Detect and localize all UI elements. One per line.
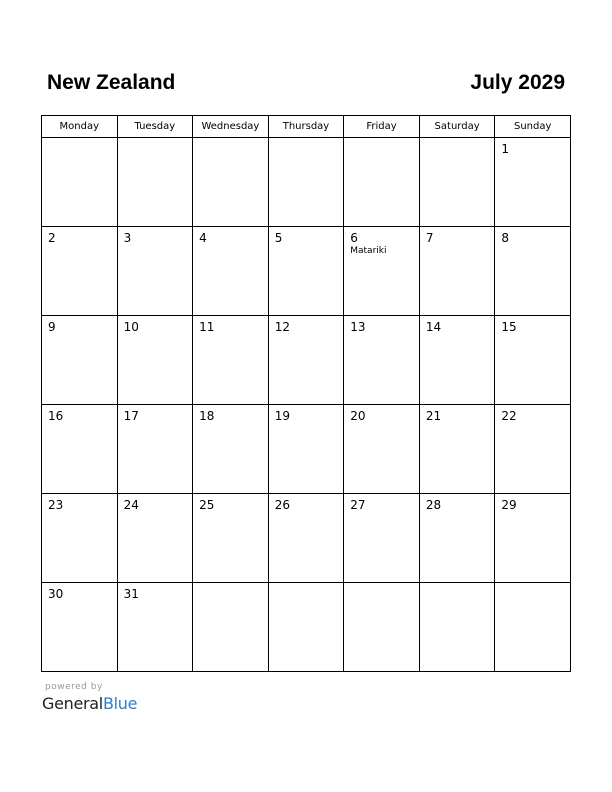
day-number: 15 (501, 320, 517, 334)
day-number: 30 (48, 587, 64, 601)
day-number: 2 (48, 231, 56, 245)
day-cell (117, 494, 193, 583)
day-cell (268, 227, 344, 316)
day-number: 17 (123, 409, 139, 423)
day-number: 11 (199, 320, 215, 334)
empty-day-cell (117, 138, 193, 227)
generalblue-logo (42, 694, 137, 713)
day-number: 24 (123, 498, 139, 512)
day-cell (42, 227, 118, 316)
day-number: 6 (350, 231, 358, 245)
week-row (42, 227, 571, 316)
day-cell (268, 405, 344, 494)
day-number: 16 (48, 409, 64, 423)
weekday-header: Saturday (419, 116, 495, 138)
day-number: 13 (350, 320, 366, 334)
day-number: 3 (123, 231, 132, 245)
week-row (42, 494, 571, 583)
holiday-label: Matariki (350, 246, 387, 256)
day-cell (419, 494, 495, 583)
day-cell (117, 583, 193, 672)
day-number: 12 (274, 320, 290, 334)
day-number: 1 (501, 142, 510, 156)
day-number: 9 (48, 320, 56, 334)
brand-general-text: General (42, 694, 103, 713)
calendar-grid (41, 115, 571, 672)
powered-by-label: powered by (45, 682, 103, 692)
day-number: 20 (350, 409, 366, 423)
day-cell (344, 227, 420, 316)
week-row (42, 316, 571, 405)
day-cell (495, 316, 571, 405)
empty-day-cell (495, 583, 571, 672)
empty-day-cell (268, 583, 344, 672)
day-cell (42, 494, 118, 583)
day-number: 18 (199, 409, 215, 423)
day-number: 19 (274, 409, 290, 423)
weekday-header-row (42, 116, 571, 138)
day-number: 31 (123, 587, 139, 601)
empty-day-cell (344, 583, 420, 672)
week-row (42, 138, 571, 227)
weekday-header: Friday (344, 116, 420, 138)
country-title: New Zealand (47, 71, 176, 94)
day-cell (495, 138, 571, 227)
day-cell (117, 227, 193, 316)
day-number: 14 (425, 320, 442, 334)
empty-day-cell (419, 583, 495, 672)
day-number: 26 (274, 498, 290, 512)
day-number: 27 (350, 498, 366, 512)
day-cell (419, 316, 495, 405)
weekday-header: Tuesday (117, 116, 193, 138)
day-number: 22 (501, 409, 517, 423)
day-number: 10 (123, 320, 139, 334)
day-cell (495, 494, 571, 583)
day-number: 29 (501, 498, 517, 512)
empty-day-cell (268, 138, 344, 227)
day-cell (42, 316, 118, 405)
day-number: 4 (199, 231, 207, 245)
week-row (42, 405, 571, 494)
empty-day-cell (193, 138, 269, 227)
weekday-header: Sunday (495, 116, 571, 138)
day-cell (344, 494, 420, 583)
month-year-title: July 2029 (470, 71, 565, 94)
empty-day-cell (344, 138, 420, 227)
day-cell (344, 316, 420, 405)
weekday-header: Monday (42, 116, 118, 138)
day-cell (419, 405, 495, 494)
day-number: 28 (425, 498, 442, 512)
day-cell (495, 227, 571, 316)
day-number: 7 (425, 231, 434, 245)
day-number: 23 (48, 498, 64, 512)
day-cell (193, 494, 269, 583)
day-cell (268, 494, 344, 583)
day-number: 8 (501, 231, 510, 245)
day-cell (117, 316, 193, 405)
empty-day-cell (419, 138, 495, 227)
day-cell (193, 227, 269, 316)
day-cell (495, 405, 571, 494)
day-cell (42, 405, 118, 494)
empty-day-cell (42, 138, 118, 227)
day-cell (193, 405, 269, 494)
day-cell (419, 227, 495, 316)
brand-blue-text: Blue (102, 694, 138, 713)
day-cell (42, 583, 118, 672)
day-cell (344, 405, 420, 494)
day-cell (268, 316, 344, 405)
day-cell (193, 316, 269, 405)
week-row (42, 583, 571, 672)
weekday-header: Wednesday (193, 116, 269, 138)
day-number: 5 (274, 231, 283, 245)
day-cell (117, 405, 193, 494)
empty-day-cell (193, 583, 269, 672)
day-number: 25 (199, 498, 215, 512)
day-number: 21 (425, 409, 442, 423)
weekday-header: Thursday (268, 116, 344, 138)
